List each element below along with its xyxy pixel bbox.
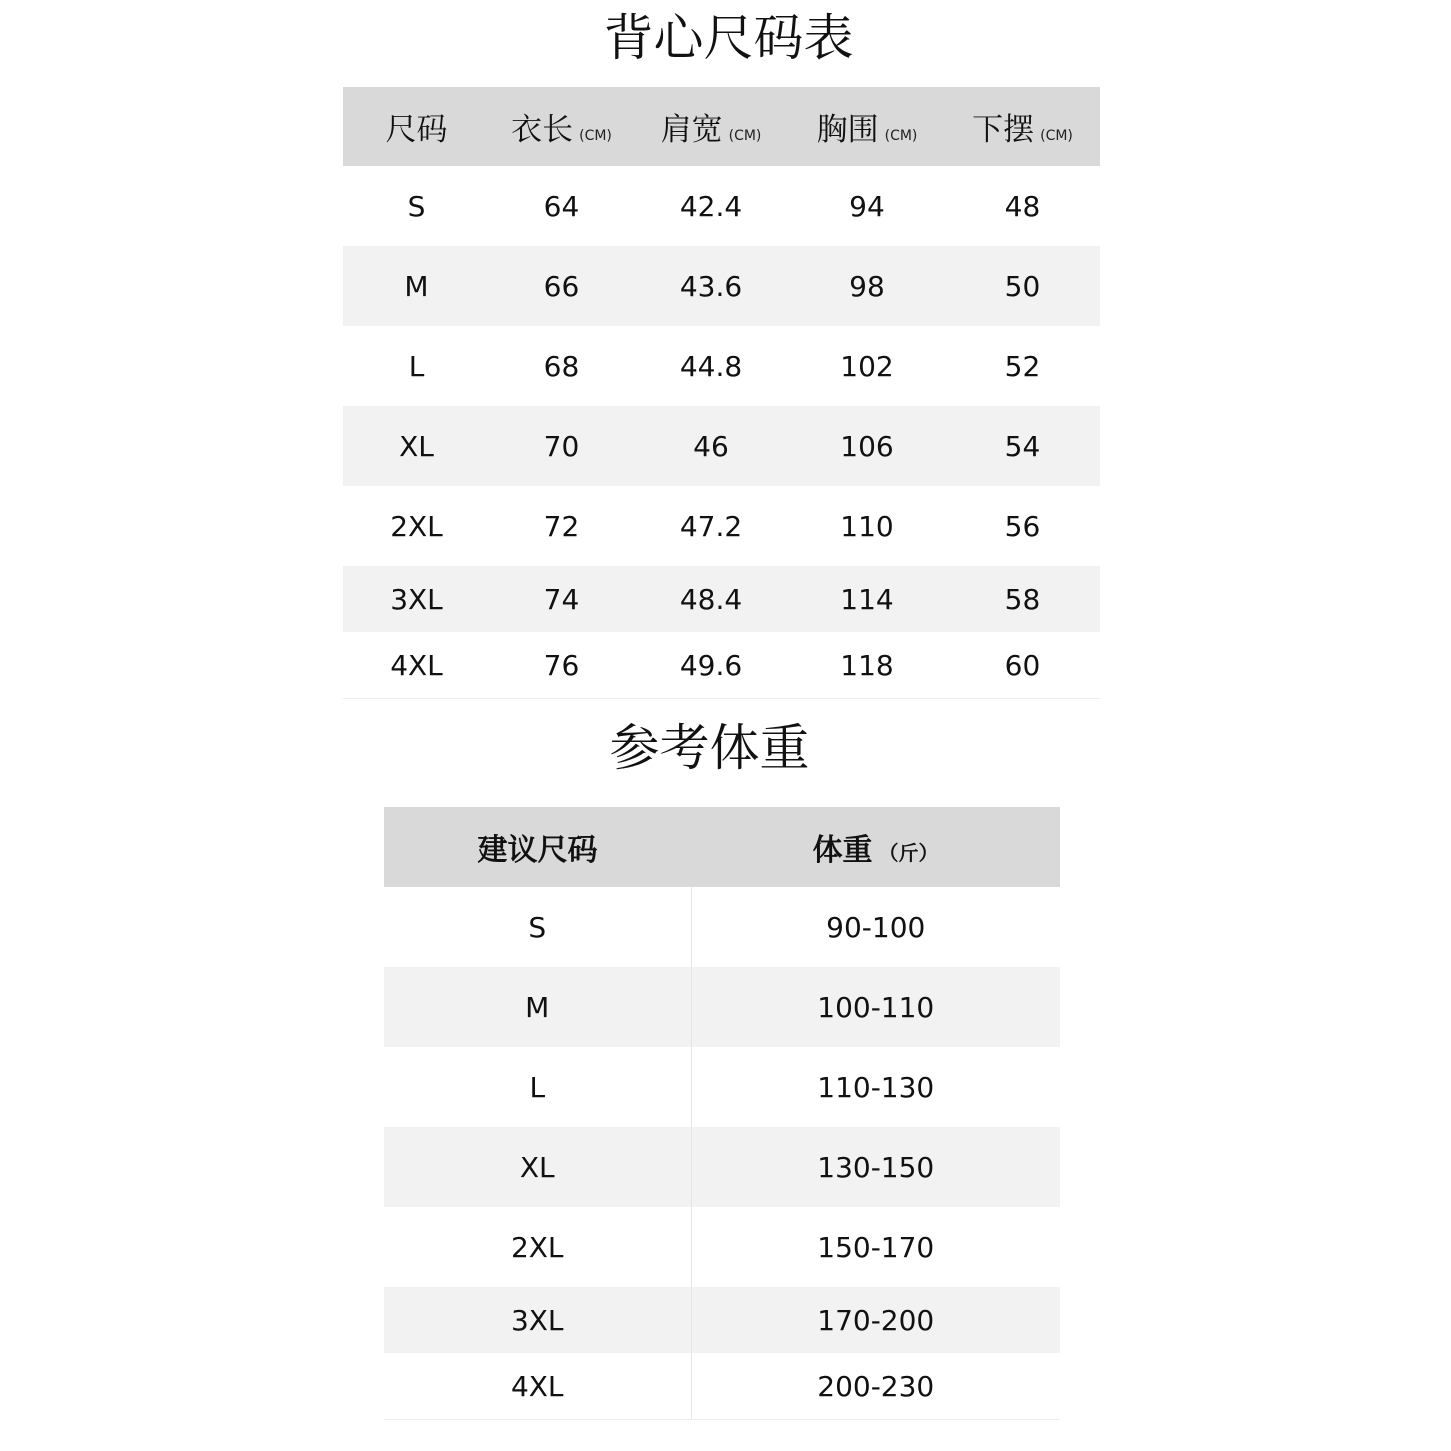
- cell-chest: 106: [789, 406, 945, 486]
- table-row: [384, 1207, 1060, 1287]
- cell-weight: 150-170: [817, 1230, 935, 1264]
- cell-chest: 94: [849, 189, 885, 223]
- cell-size: 3XL: [343, 566, 490, 632]
- cell-length: 66: [490, 246, 633, 326]
- cell-chest: 118: [789, 632, 945, 699]
- size-chart-table: [343, 87, 1100, 699]
- cell-hem: 60: [945, 632, 1100, 699]
- cell-hem: 56: [1004, 509, 1041, 543]
- cell-length: 74: [490, 566, 633, 632]
- header-size: 尺码: [343, 87, 490, 166]
- table-row: [384, 1127, 1060, 1207]
- header-suggested-size: 建议尺码: [384, 807, 691, 887]
- cell-size: L: [408, 349, 425, 383]
- cell-shoulder: 47.2: [679, 509, 743, 543]
- cell-shoulder: 43.6: [633, 246, 789, 326]
- cell-weight: 100-110: [691, 967, 1060, 1047]
- cell-chest: 102: [840, 349, 894, 383]
- cell-size: M: [343, 246, 490, 326]
- cell-shoulder: 48.4: [633, 566, 789, 632]
- cell-shoulder: 44.8: [679, 349, 743, 383]
- header-weight: 体重 （斤）: [691, 807, 1060, 887]
- size-chart-title: 背心尺码表: [603, 9, 854, 67]
- cell-size: 2XL: [384, 1207, 691, 1287]
- cell-hem: 58: [945, 566, 1100, 632]
- cell-weight: 130-150: [691, 1127, 1060, 1207]
- table-row: [343, 246, 1100, 326]
- table-row: [384, 887, 1060, 967]
- header-chest: 胸围 (CM): [789, 87, 945, 166]
- cell-size: M: [384, 967, 691, 1047]
- header-shoulder: 肩宽 (CM): [633, 87, 789, 166]
- cell-weight: 200-230: [691, 1353, 1060, 1420]
- cell-chest: 114: [789, 566, 945, 632]
- cell-chest: 110: [840, 509, 894, 543]
- header-length: 衣长 (CM): [490, 87, 633, 166]
- table-row: [343, 406, 1100, 486]
- cell-size: XL: [384, 1127, 691, 1207]
- cell-shoulder: 42.4: [679, 189, 743, 223]
- table-row: [343, 326, 1100, 406]
- table-row: [343, 166, 1100, 246]
- unit-label: (CM): [1040, 128, 1073, 144]
- weight-chart-title: 参考体重: [609, 719, 810, 777]
- cell-shoulder: 46: [633, 406, 789, 486]
- cell-length: 76: [490, 632, 633, 699]
- cell-size: 4XL: [343, 632, 490, 699]
- cell-size: S: [384, 887, 691, 967]
- cell-shoulder: 49.6: [633, 632, 789, 699]
- cell-size: 4XL: [384, 1353, 691, 1420]
- cell-length: 72: [543, 509, 580, 543]
- unit-label: (CM): [579, 128, 612, 144]
- unit-label: (CM): [884, 128, 918, 144]
- cell-hem: 52: [1004, 349, 1041, 383]
- cell-size: XL: [343, 406, 490, 486]
- size-chart-header-row: [343, 87, 1100, 166]
- table-row: [343, 632, 1100, 699]
- weight-chart-header-row: [384, 807, 1060, 887]
- cell-size: 3XL: [384, 1287, 691, 1353]
- cell-weight: 90-100: [826, 910, 926, 944]
- header-hem: 下摆 (CM): [945, 87, 1100, 166]
- table-row: [384, 1047, 1060, 1127]
- cell-size: L: [384, 1047, 691, 1127]
- weight-chart-table: [384, 807, 1060, 1420]
- unit-label: （斤）: [878, 841, 939, 865]
- cell-hem: 54: [945, 406, 1100, 486]
- cell-weight: 110-130: [817, 1070, 935, 1104]
- table-row: [343, 486, 1100, 566]
- table-row: [384, 1287, 1060, 1353]
- table-row: [384, 1353, 1060, 1420]
- cell-weight: 170-200: [691, 1287, 1060, 1353]
- cell-size: 2XL: [390, 509, 443, 543]
- cell-length: 64: [543, 189, 580, 223]
- table-row: [384, 967, 1060, 1047]
- cell-size: S: [407, 189, 426, 223]
- table-row: [343, 566, 1100, 632]
- cell-length: 70: [490, 406, 633, 486]
- cell-length: 68: [543, 349, 580, 383]
- cell-hem: 50: [945, 246, 1100, 326]
- cell-chest: 98: [789, 246, 945, 326]
- cell-hem: 48: [1004, 189, 1041, 223]
- unit-label: (CM): [728, 128, 762, 144]
